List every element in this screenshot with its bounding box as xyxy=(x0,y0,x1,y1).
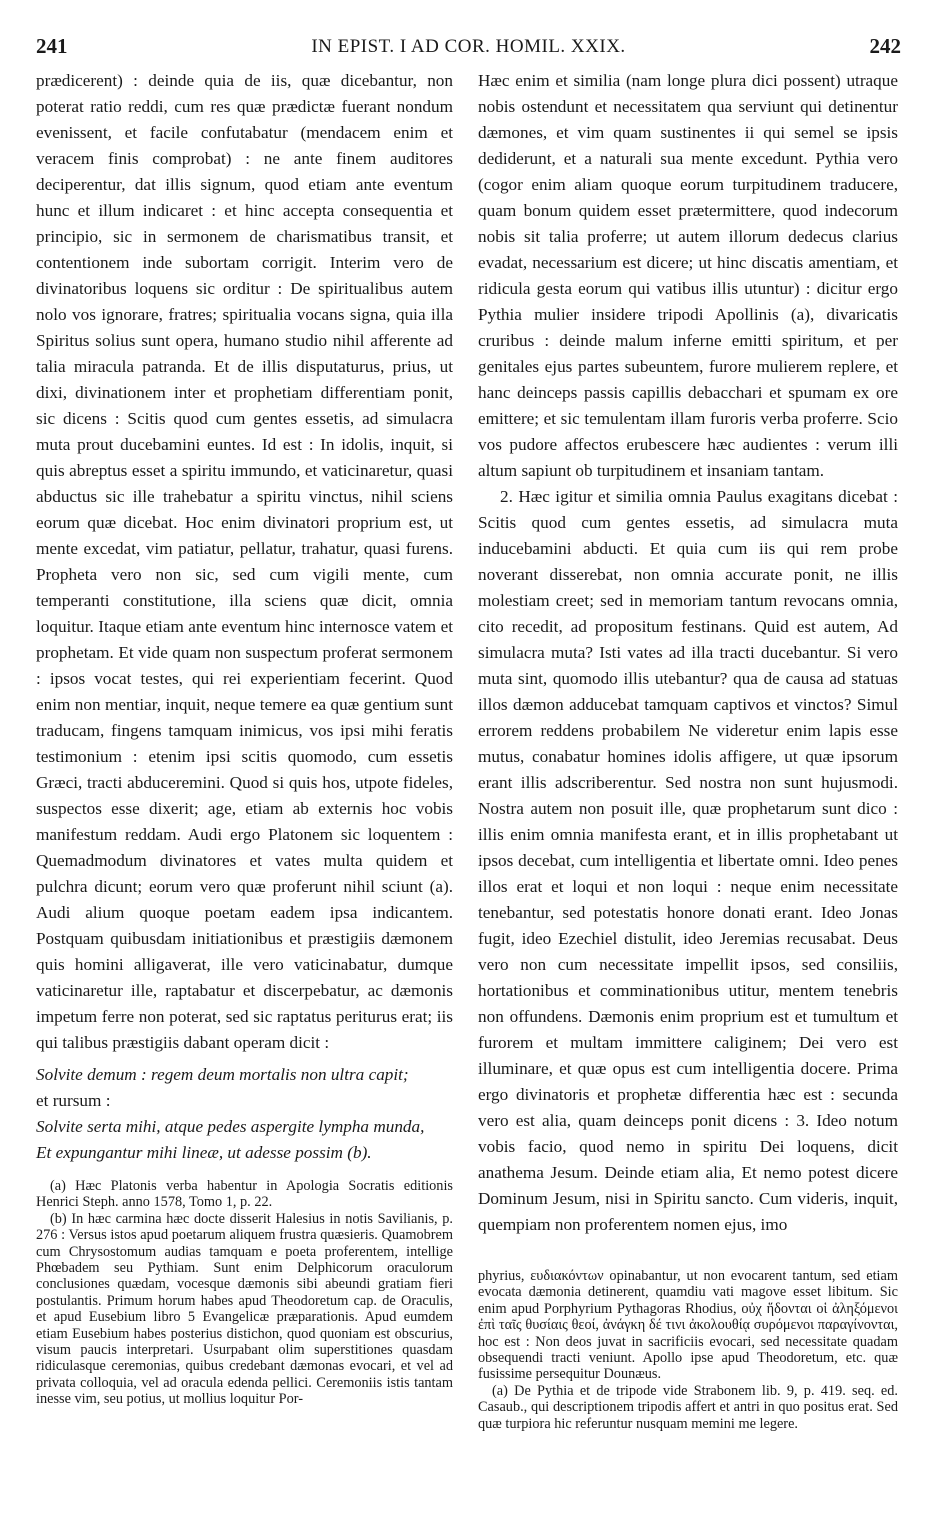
verse-line-2: Solvite serta mihi, atque pedes aspergite lympha munda, xyxy=(36,1117,425,1136)
footnote-a-left: (a) Hæc Platonis verba habentur in Apologia Socratis editionis Henrici Steph. anno 1578, Tomo 1, p. 22. xyxy=(36,1178,453,1211)
verse-line-1: Solvite demum : regem deum mortalis non ultra capit; xyxy=(36,1065,409,1084)
right-paragraph-2: 2. Hæc igitur et similia omnia Paulus exagitans dicebat : Scitis quod cum gentes essetis, ad simulacra muta inducebamini abducti. Et quia cum iis qui rem probe noverant disserebat, non omnia accurate ponit, ne illis molestiam creet; sed in memoriam tantum revocans omnia, cito recedit, ad propositum festinans. Quid est autem, Ad simulacra muta? Isti vates ad illa tracti ducebantur. Si vero muta sint, quomodo illis utebantur? qua de causa ad statuas illos dæmon adducebat tamquam captivos et vinctos? Simul errorem reddens probabilem Ne videretur enim lapis esse mutus, conabatur homines idolis affigere, ut quæ ipsorum erant illis adscriberentur. Sed nostra non sunt hujusmodi. Nostra autem non posuit ille, quæ prophetarum sunt dico : illis enim omnia manifesta erant, et in illis prophetabant ut ipsos decebat, cum intelligentia et libertate omni. Ideo penes illos erat et loqui et non loqui : neque enim necessitate tenebantur, sed potestatis honore donati erant. Ideo Jonas fugit, ideo Ezechiel distulit, ideo Jeremias recusabat. Deus vero non cum necessitate impellit ipsos, sed consiliis, hortationibus et comminationibus utitur, mentem tenebris non offundens. Dæmonis enim proprium est et tumultum et furorem et multam immittere caliginem; Dei vero est illuminare, et quæ opus est cum intelligentia docere. Prima ergo divinatoris et prophetæ differentia hæc est : secunda vero est alia, quam deinceps ponit dicens : 3. Ideo notum vobis facio, quod nemo in spiritu Dei loquens, dicit anathema Jesum. Deinde etiam alia, Et nemo potest dicere Dominum Jesum, nisi in Spiritu sancto. Cum videris, inquit, quempiam non proferentem nomen ejus, imo xyxy=(478,487,898,1234)
left-paragraph-1: prædicerent) : deinde quia de iis, quæ dicebantur, non poterat ratio reddi, cum res quæ prædictæ fuerant nondum evenissent, et facile confutabatur (mendacem enim et veracem finis comprobat) : ne ante finem auditores deciperentur, dat illis signum, quod etiam ante eventum hunc et illum indicaret : et hinc accepta consequentia et principio, sic in sermonem de charismatibus transit, et contentionem inde subortam corrigit. Interim vero de divinatoribus loquens sic orditur : De spiritualibus autem nolo vos ignorare, fratres; spiritualia vocans signa, quia illa Spiritus solius sunt opera, humano studio nihil afferente ad talia miracula patranda. Et de illis disputaturus, prius, ut dixi, divinationem inter et prophetiam differentiam ponit, sic dicens : Scitis quod cum gentes essetis, ad simulacra muta prout ducebamini euntes. Id est : In idolis, inquit, si quis abreptus esset a spiritu immundo, et vaticinaretur, quasi abductus sic ille trahebatur a spiritu vinctus, nihil sciens eorum quæ dicebat. Hoc enim divinatori proprium est, ut mente excedat, vim patiatur, pellatur, trahatur, quasi furens. Propheta vero non sic, sed cum vigili mente, cum temperanti constitutione, illa sciens quæ dicit, omnia loquitur. Itaque etiam ante eventum hinc internosce vatem et prophetam. Et vide quam non suspectum proferat sermonem : ipsos vocat testes, qui rei experientiam fecerint. Quod enim non mentiar, inquit, neque temere ea quæ gentium sunt traducam, fingens tamquam inimicus, vos ipsi mihi feratis testimonium : etenim ipsi scitis quomodo, cum essetis Græci, tracti abduceremini. Quod si quis hos, utpote fideles, suspectos esse dixerit; age, etiam ab externis hoc vobis manifestum reddam. Audi ergo Platonem sic loquentem : Quemadmodum divinatores et vates multa quidem et pulchra dicunt; eorum vero quæ proferunt nihil sciunt (a). Audi alium quoque poetam eadem ipsa indicantem. Postquam quibusdam initiationibus et præstigiis dæmonem quis homini alligaverat, ille vero vaticinabatur, dumque vaticinaretur ille, raptabatur et discerpebatur, ac dæmonis impetum ferre non poterat, sed sic raptatus periturus erat; iis qui talibus præstigiis dabant operam dicit : xyxy=(36,71,453,1052)
footnote-continuation: phyrius, ευδιακόντων opinabantur, ut non evocarent tantum, sed etiam evocata dæmonia detinerent, quamdiu vati magove esset libitum. Sic enim apud Porphyrium Pythagoras Rhodius, οὐχ ἥδονται οἱ ἀληξόμενοι ἐπὶ ταῖς θυσίαις θεοί, ἀνάγκη δέ τινι ἀκολουθίᾳ συρόμενοι παραγίνονται, hoc est : Non deos juvat in sacrificiis evocari, sed necessitate quadam obsequendi tracti veniunt. Apollo ipse apud Theodoretum, etc. quæ fusissime persequitur Dounæus. xyxy=(478,1268,898,1383)
footnote-b-left: (b) In hæc carmina hæc docte disserit Halesius in notis Savilianis, p. 276 : Versus istos apud poetarum aliquem frustra quæsieris. Quamobrem cum Chrysostomum audias tamquam e poeta proferentem, intellige Phœbadem seu Pythiam. Sunt enim Delphicorum oraculorum conclusiones quædam, vocesque dæmonis sibi abeundi gratiam fieri postulantis. Primum horum habes apud Theodoretum cap. de Oraculis, et apud Eusebium libro 5 Evangelicæ præparationis. Apud eumdem etiam Eusebium habes posterius distichon, quod quoniam est obscurius, visum paucis interpretari. Usurpabant olim superstitiones quasdam ridiculasque ceremonias, quibus credebant dæmonas evocari, et vel ad privata colloquia, vel ad oracula edenda pellici. Ceremoniis istis tantam inesse vim, seu potius, ut mollius loquitur Por- xyxy=(36,1210,453,1408)
verse-line-3: Et expungantur mihi lineæ, ut adesse possim (b). xyxy=(36,1143,372,1162)
running-title: IN EPIST. I AD COR. HOMIL. XXIX. xyxy=(311,36,626,57)
right-paragraph-1: Hæc enim et similia (nam longe plura dici possent) utraque nobis ostendunt et necessitatem qua serviunt qui detinentur dæmones, et vim quam sustinentes ii qui semel se ipsis dediderunt, et a naturali sua mente excedunt. Pythia vero (cogor enim aliam quoque eorum turpitudinem traducere, quam bonum quidem esset prætermittere, quod indecorum nobis sit talia proferre; ut autem illorum dedecus clarius evadat, necessarium est dicere; ut hinc discatis amentiam, et ridicula gesta eorum qui vatibus illis utuntur) : dicitur ergo Pythia mulier insidere tripodi Apollinis (a), divaricatis cruribus : deinde malum inferne emitti spiritum, et per genitales ejus partes subeuntem, furore mulierem replere, et hanc deinceps passis capillis debacchari et spumam ex ore emittere; et sic temulentam illam furoris verba proferre. Scio vos pudore affectos erubescere hæc audientes : verum illi altum sapiunt ob turpitudinem et insaniam tantam. xyxy=(478,71,898,480)
right-column xyxy=(478,68,898,1238)
left-column xyxy=(36,68,453,1408)
right-body xyxy=(478,68,898,1238)
left-footnotes xyxy=(36,1178,453,1408)
running-header xyxy=(36,34,901,60)
right-footnotes xyxy=(478,1268,898,1432)
page-number-left: 241 xyxy=(36,34,68,58)
left-body xyxy=(36,68,453,1166)
et-rursum-line: et rursum : xyxy=(36,1091,111,1110)
footnote-a-right: (a) De Pythia et de tripode vide Strabonem lib. 9, p. 419. seq. ed. Casaub., qui descriptionem tripodis affert et antri in quo positus erat. Sed quæ turpiora hic referuntur nusquam memini me legere. xyxy=(478,1382,898,1432)
page-number-right: 242 xyxy=(869,34,901,58)
